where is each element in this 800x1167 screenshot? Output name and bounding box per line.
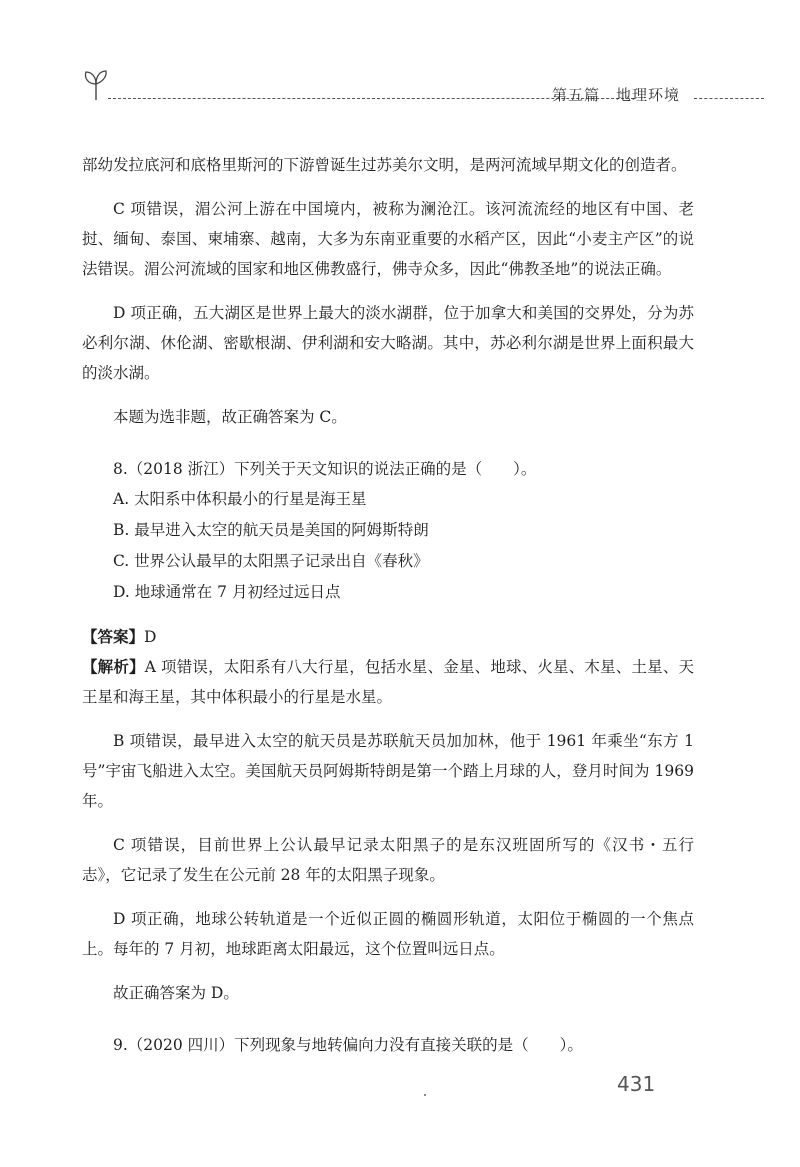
question-8-option-b: B. 最早进入太空的航天员是美国的阿姆斯特朗 [113,521,429,539]
analysis-paragraph: D 项正确，地球公转轨道是一个近似正圆的椭圆形轨道，太阳位于椭圆的一个焦点上。每年的 7 月初，地球距离太阳最远，这个位置叫远日点。 [82,910,694,958]
paragraph: 部幼发拉底河和底格里斯河的下游曾诞生过苏美尔文明，是两河流域早期文化的创造者。 [82,156,687,174]
question-8-answer [82,622,694,652]
question-8-option-d: D. 地球通常在 7 月初经过远日点 [113,583,341,601]
paragraph: 本题为选非题，故正确答案为 C。 [113,408,347,426]
page-number: 431 [617,1072,656,1096]
scan-speck [424,1094,426,1096]
page-header [82,66,722,114]
paragraph: C 项错误，湄公河上游在中国境内，被称为澜沧江。该河流流经的地区有中国、老挝、缅甸、泰国、柬埔寨、越南，大多为东南亚重要的水稻产区，因此“小麦主产区”的说法错误。湄公河流域的国家和地区佛教盛行，佛寺众多，因此“佛教圣地”的说法正确。 [82,200,694,278]
chapter-title: 第五篇 地理环境 [552,86,681,104]
question-9-stem: 9.（2020 四川）下列现象与地转偏向力没有直接关联的是（ ）。 [113,1036,583,1054]
paragraph: D 项正确，五大湖区是世界上最大的淡水湖群，位于加拿大和美国的交界处，分为苏必利尔湖、休伦湖、密歇根湖、伊利湖和安大略湖。其中，苏必利尔湖是世界上面积最大的淡水湖。 [82,304,694,382]
analysis-text: A 项错误，太阳系有八大行星，包括水星、金星、地球、火星、木星、土星、天王星和海王星，其中体积最小的行星是水星。 [82,658,694,706]
analysis-paragraph: C 项错误，目前世界上公认最早记录太阳黑子的是东汉班固所写的《汉书・五行志》，它记录了发生在公元前 28 年的太阳黑子现象。 [82,836,694,884]
page-body [82,150,694,1060]
analysis-paragraph: 故正确答案为 D。 [113,984,239,1002]
question-8-option-c: C. 世界公认最早的太阳黑子记录出自《春秋》 [113,552,429,570]
question-8-option-a: A. 太阳系中体积最小的行星是海王星 [113,490,367,508]
answer-label: 【答案】 [82,627,145,646]
question-8-stem: 8.（2018 浙江）下列关于天文知识的说法正确的是（ ）。 [113,460,537,478]
sprout-icon [82,66,110,102]
analysis-paragraph: B 项错误，最早进入太空的航天员是苏联航天员加加林，他于 1961 年乘坐“东方 1 号”宇宙飞船进入太空。美国航天员阿姆斯特朗是第一个踏上月球的人，登月时间为 1969 年。 [82,732,694,810]
header-rule-right [694,98,764,99]
question-8-analysis [82,652,694,712]
analysis-label: 【解析】 [82,657,145,676]
answer-value: D [144,628,157,646]
